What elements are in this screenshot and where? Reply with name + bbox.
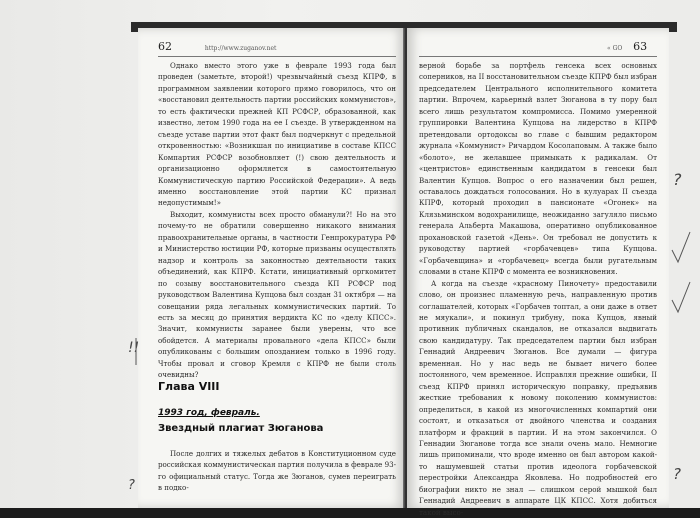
margin-exclamation-mark: !! bbox=[128, 340, 140, 356]
margin-question-mark-right-2: ? bbox=[673, 465, 681, 483]
left-paragraph-2: Выходит, коммунисты всех просто обманули?! Но на это почему-то не обратили совершенно никакого внимания правоохранительные органы, в частности Генпрокуратура РФ и Министерство юстиции РФ, которые призваны осуществлять надзор и контроль за законностью деятельности таких объединений, как КПРФ. Кстати, инициативный оргкомитет по созыву восстановительного съезда КП РСФСР под руководством Валентина Купцова был создан 31 октября — на совещании ряда легальных коммунистических партий. То есть за месяц до принятия вердикта КС по «делу КПСС». Значит, коммунисты заранее были уверены, что все обойдется. А материалы провального «дела КПСС» были опубликованы с большим опозданием только в 1996 году. Чтобы провал и сговор Кремля с КПРФ не были столь очевидны? bbox=[158, 209, 396, 380]
right-paragraph-1: верной борьбе за портфель генсека всех основных соперников, на II восстановительном съезде КПРФ был избран председателем Центрального исполнительного комитета партии. Впрочем, карьерный взлет Зюганова в ту пору был всего лишь результатом компромисса. Помимо умеренной группировки Валентина Купцова на лидерство в КПРФ претендовали ортодоксы во главе с бывшим редактором журнала «Коммунист» Ричардом Косолаповым. А также было «болото», не желавшее примыкать к радикалам. От «центристов» единственным кандидатом в генсеки был Валентин Купцов. Вопрос о его назначении был решен, оставалось дождаться голосования. Но в кулуарах II съезда КПРФ, который проходил в пансионате «Огонек» на Клязьминском водохранилище, неожиданно загуляло письмо генерала Альберта Макашова, оперативно опубликованное прохановской газетой «День». Он требовал не допустить к руководству партией «горбачевцев» типа Купцова. «Горбачевщина» и «горбачевец» всегда были ругательным словами в стане КПРФ с момента ее возникновения. bbox=[419, 61, 657, 277]
chapter-subtitle: Звездный плагиат Зюганова bbox=[158, 423, 324, 434]
margin-check-mark bbox=[672, 232, 690, 262]
right-page-number: 63 bbox=[633, 40, 648, 53]
right-header-label: « GO bbox=[607, 45, 623, 52]
left-paragraph-1: Однако вместо этого уже в феврале 1993 года был проведен (заметьте, второй!) чрезвычайный съезд КПРФ, в программном заявлении которого прямо говорилось, что он «восстановил деятельность партии российских коммунистов», то есть фактически прежней КП РСФСР, образованной, как известно, летом 1990 года на ее I съезде. В утвержденном на съезде уставе партии этот факт был подчеркнут с предельной откровенностью: «Возникшая по инициативе в составе КПСС Компартия РСФСР возобновляет (!) свою деятельность и организационно оформляется в самостоятельную Коммунистическую партию Российской Федерации». А ведь именно восстановление этой партии КС признал недопустимым!» bbox=[158, 61, 396, 208]
left-page-number: 62 bbox=[158, 40, 172, 53]
left-closing-paragraph: После долгих и тяжелых дебатов в Конституционном суде российская коммунистическая партия получила в феврале 93-го официальный статус. Тогда же Зюганов, сумев переиграть в подко- bbox=[158, 449, 396, 493]
margin-check-mark-2 bbox=[672, 282, 690, 312]
left-page-url: http://www.zuganov.net bbox=[204, 45, 277, 52]
margin-question-mark-right-1: ? bbox=[673, 170, 682, 189]
chapter-date: 1993 год, февраль. bbox=[158, 408, 260, 418]
chapter-heading: Глава VIII bbox=[158, 380, 220, 393]
margin-question-mark-left: ? bbox=[128, 478, 135, 493]
right-paragraph-2: А когда на съезде «красному Пиночету» предоставили слово, он произнес пламенную речь, направленную против соглашателей, которых «Горбачев топтал, а они даже в ответ не мяукали», и покинул трибуну, пока Купцов, явный противник публичных скандалов, не отказался выдвигать свою кандидатуру. Так председателем партии был избран Геннадий Андреевич Зюганов. Все думали — фигура временная. Но у нас ведь не бывает ничего более постоянного, чем временное. Исправляя прежние ошибки, II съезд КПРФ принял историческую поправку, предъявив жесткие требования к новому поколению коммунистов: определиться, в какой из многочисленных компартий они состоят, и отказаться от двойного членства и создания платформ и фракций в партии. И на этом закончился. О Геннадии Зюганове тогда все знали очень мало. Немногие лишь припоминали, что вроде именно он был автором какой-то нашумевшей статьи против идеолога горбачевской перестройки Александра Яковлева. Но подробностей его биографии никто не знал — слишком серой мышкой был Геннадий Андреевич в аппарате ЦК КПСС. Хотя добиться такой высо- bbox=[419, 278, 657, 517]
